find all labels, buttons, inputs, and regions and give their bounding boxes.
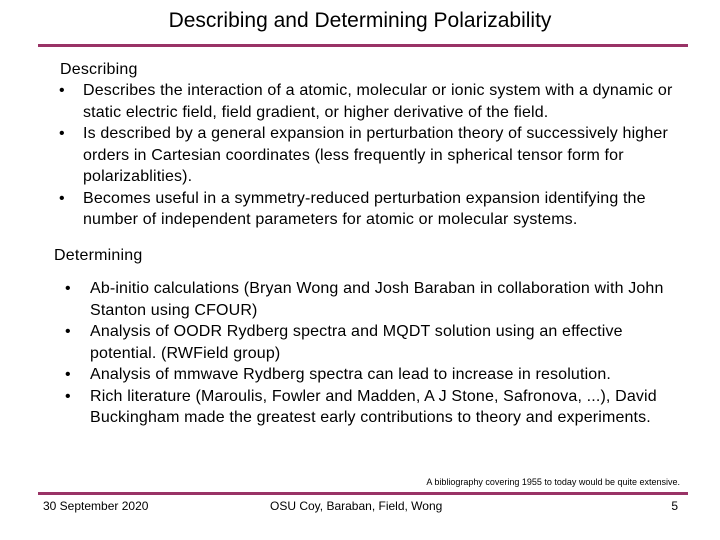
describing-heading: Describing [60, 61, 138, 78]
bullet-text: Rich literature (Maroulis, Fowler and Madden, A J Stone, Safronova, ...), David Buckingham made the greatest early contributions to theory and experiments. [90, 387, 657, 426]
bullet-icon: • [59, 82, 65, 99]
page-number: 5 [671, 499, 678, 513]
bullet-icon: • [65, 323, 71, 340]
list-item [63, 364, 693, 386]
bullet-icon: • [65, 366, 71, 383]
determining-list [63, 278, 693, 429]
list-item [63, 386, 693, 429]
bullet-text: Analysis of OODR Rydberg spectra and MQDT solution using an effective potential. (RWField group) [90, 323, 623, 362]
slide-title: Describing and Determining Polarizability [168, 9, 552, 32]
bullet-text: Ab-initio calculations (Bryan Wong and Josh Baraban in collaboration with John Stanton using CFOUR) [90, 280, 664, 319]
bullet-text: Is described by a general expansion in perturbation theory of successively higher orders in Cartesian coordinates (less frequently in spherical tensor form for polarizablities). [83, 125, 668, 185]
bullet-icon: • [65, 387, 71, 405]
describing-list [57, 80, 697, 231]
list-item [57, 123, 697, 188]
bibliography-note: A bibliography covering 1955 to today would be quite extensive. [426, 477, 680, 487]
list-item [57, 188, 697, 231]
bullet-icon: • [59, 125, 65, 142]
list-item [63, 278, 693, 321]
bullet-icon: • [65, 280, 71, 297]
list-item [63, 321, 693, 364]
bullet-text: Describes the interaction of a atomic, molecular or ionic system with a dynamic or static electric field, field gradient, or higher derivative of the field. [83, 82, 673, 121]
bullet-icon: • [59, 189, 65, 207]
footer-divider [38, 492, 688, 495]
footer-authors: OSU Coy, Baraban, Field, Wong [270, 499, 443, 513]
list-item [57, 80, 697, 123]
bullet-text: Analysis of mmwave Rydberg spectra can lead to increase in resolution. [90, 366, 611, 383]
footer-date: 30 September 2020 [43, 499, 149, 513]
bullet-text: Becomes useful in a symmetry-reduced perturbation expansion identifying the number of independent parameters for atomic or molecular systems. [83, 189, 646, 228]
title-divider [38, 44, 688, 47]
determining-heading: Determining [54, 247, 143, 264]
